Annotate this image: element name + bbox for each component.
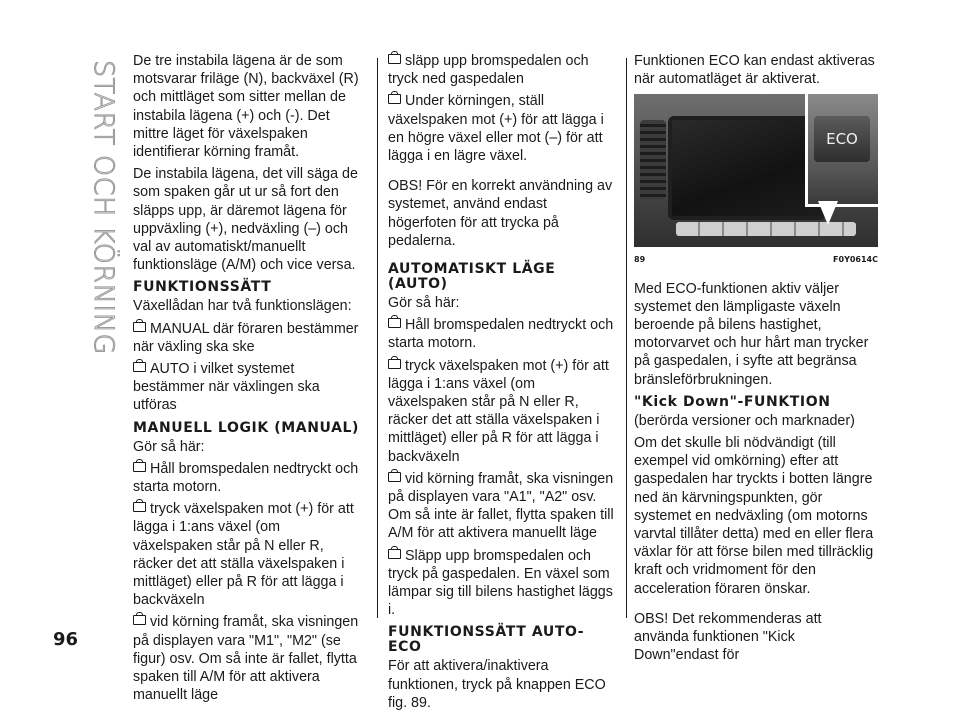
heading-auto-eco: FUNKTIONSSÄTT AUTO-ECO [388,624,585,656]
bullet-item: Släpp upp bromspedalen och tryck på gaspedalen. En växel som lämpar sig till bilens hastighet läggs i. [388,547,613,619]
column-middle [388,52,616,716]
bullet-icon [133,615,146,625]
paragraph: Gör så här: [388,295,460,312]
bullet-item: Under körningen, ställ växelspaken mot (+) för att lägga i en högre växel eller mot (–) för att lägga i en lägre växel. [388,93,604,165]
figure-eco-button-photo [634,94,878,247]
paragraph: Funktionen ECO kan endast aktiveras när automatläget är aktiverat. [634,53,875,88]
paragraph: För att aktivera/inaktivera funktionen, tryck på knappen ECO fig. 89. [388,658,606,711]
paragraph: (berörda versioner och marknader) [634,412,855,429]
column-divider [377,58,378,618]
air-vent [640,120,666,200]
callout-pointer [818,201,838,225]
heading-funktionssatt: FUNKTIONSSÄTT [133,279,272,296]
column-left [133,52,361,709]
heading-manuell-logik: MANUELL LOGIK (MANUAL) [133,419,360,436]
heading-automatiskt-lage: AUTOMATISKT LÄGE (AUTO) [388,261,556,293]
figure-caption [634,251,878,269]
bullet-item: vid körning framåt, ska visningen på displayen vara "A1", "A2" osv. Om så inte är fallet, flytta spaken till A/M för att aktivera manuellt läge [388,470,614,542]
bullet-item: släpp upp bromspedalen och tryck ned gaspedalen [388,53,589,88]
bullet-icon [388,54,401,64]
infotainment-screen [668,116,826,220]
paragraph: De tre instabila lägena är de som motsvarar friläge (N), backväxel (R) och mittläget som sitter mellan de instabila lägena (+) och (-). Det mittre läget för växelspaken identifierar körning framåt. [133,53,359,161]
note-paragraph: OBS! För en korrekt användning av systemet, använd endast högerfoten för att trycka på pedalerna. [388,178,613,249]
heading-kick-down: "Kick Down"-FUNKTION [634,393,831,410]
bullet-item: Håll bromspedalen nedtryckt och starta motorn. [388,317,614,352]
note-paragraph: OBS! Det rekommenderas att använda funktionen "Kick Down"endast för [634,610,822,664]
figure-code: F0Y0614C [833,255,878,265]
eco-callout [805,94,878,207]
bullet-icon [388,472,401,482]
column-right [634,52,878,668]
paragraph: De instabila lägena, det vill säga de som spaken går ut ur så fort den släpps upp, är däremot lägena för uppväxling (+), nedväxling (–) och val av automatiskt/manuellt funktionsläge (A/M) och vice versa. [133,166,358,274]
bullet-item: Håll bromspedalen nedtryckt och starta motorn. [133,460,359,496]
bullet-icon [133,322,146,332]
bullet-item: vid körning framåt, ska visningen på displayen vara "M1", "M2" (se figur) osv. Om så inte är fallet, flytta spaken till A/M för att aktivera manuellt läge [133,614,359,704]
eco-button: ECO [814,116,870,162]
bullet-icon [133,462,146,472]
bullet-item: MANUAL där föraren bestämmer när växling ska ske [133,320,359,355]
bullet-icon [133,502,146,512]
paragraph: Om det skulle bli nödvändigt (till exempel vid omkörning) efter att gaspedalen har tryckts i botten längre ned än kärvningspunkten, gör systemet en nedväxling (om motorns varvtal tillåter detta) med en eller flera växlar för att förse bilen med tillräcklig kraft och vridmoment för den acceleration föraren önskar. [634,435,874,597]
bullet-item: tryck växelspaken mot (+) för att lägga i 1:ans växel (om växelspaken står på N eller R, räcker det att ställa växelspaken i mittläget) eller på R för att lägga i backväxeln [133,501,354,609]
column-divider [626,58,627,618]
figure-number: 89 [634,255,646,265]
bullet-icon [388,94,401,104]
bullet-item: tryck växelspaken mot (+) för att lägga i 1:ans växel (om växelspaken står på N eller R, räcker det att ställa växelspaken i mittläget) eller på R för att lägga i backväxeln [388,357,609,465]
section-tab-title: START OCH KÖRNING [88,60,119,355]
bullet-icon [388,549,401,559]
bullet-icon [388,318,401,328]
paragraph: Växellådan har två funktionslägen: [133,298,352,315]
bullet-icon [133,362,146,372]
bullet-item: AUTO i vilket systemet bestämmer när växlingen ska utföras [133,361,320,414]
paragraph: Gör så här: [133,438,205,455]
page-number: 96 [53,629,79,650]
bullet-icon [388,359,401,369]
paragraph: Med ECO-funktionen aktiv väljer systemet den lämpligaste växeln beroende på bilens hastighet, motorvarvet och hur hårt man trycker på gaspedalen, i syfte att begränsa bränsleförbrukningen. [634,280,869,388]
